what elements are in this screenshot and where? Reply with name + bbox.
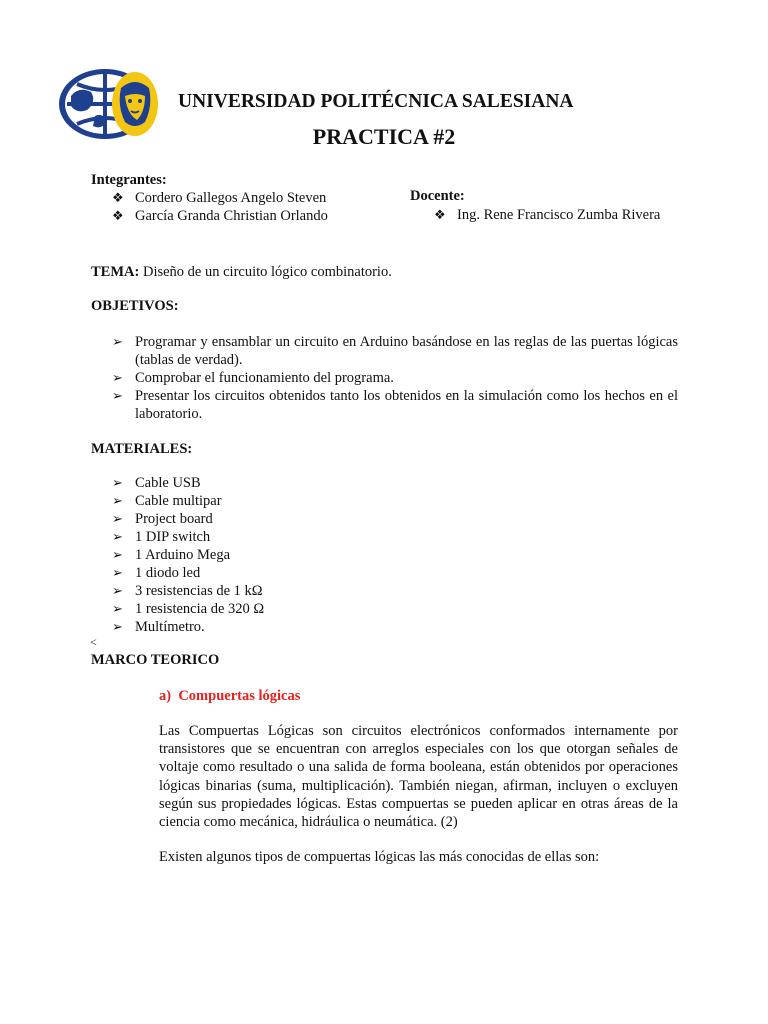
diamond-bullet-icon: ❖ xyxy=(112,208,124,223)
docente-list xyxy=(434,206,660,224)
list-item: ➢ Presentar los circuitos obtenidos tanto los obtenidos en la simulación como los hechos en el laboratorio. xyxy=(112,388,678,422)
tipos-paragraph: Existen algunos tipos de compuertas lógicas las más conocidas de ellas son: xyxy=(159,849,600,865)
arrow-bullet-icon: ➢ xyxy=(112,601,123,616)
integrantes-label: Integrantes: xyxy=(91,172,167,188)
tema-line xyxy=(91,263,392,281)
list-item: ➢ Comprobar el funcionamiento del programa. xyxy=(112,370,394,386)
arrow-bullet-icon: ➢ xyxy=(112,388,123,403)
materiales-list xyxy=(112,474,264,636)
list-item: ➢ 1 Arduino Mega xyxy=(112,547,231,563)
tema-label: TEMA: xyxy=(91,264,140,280)
list-item: ➢ 1 diodo led xyxy=(112,565,201,581)
list-item: ➢ 1 resistencia de 320 Ω xyxy=(112,601,265,617)
list-item: ❖ Cordero Gallegos Angelo Steven xyxy=(112,190,327,206)
compuertas-subheading: a) Compuertas lógicas xyxy=(159,688,301,704)
arrow-bullet-icon: ➢ xyxy=(112,565,123,580)
compuertas-paragraph: Las Compuertas Lógicas son circuitos electrónicos conformados internamente por transistores que se encuentran con arreglos especiales con los que otorgan señales de voltaje como resultado o una salida de forma booleana, están obtenidos por operaciones lógicas binarias (suma, multiplicación). También niegan, afirman, incluyen o excluyen según sus propiedades lógicas. Estas compuertas se pueden aplicar en otras áreas de la ciencia como mecánica, hidráulica o neumática. (2) xyxy=(159,723,678,831)
arrow-bullet-icon: ➢ xyxy=(112,493,123,508)
arrow-bullet-icon: ➢ xyxy=(112,529,123,544)
arrow-bullet-icon: ➢ xyxy=(112,547,123,562)
arrow-bullet-icon: ➢ xyxy=(112,370,123,385)
arrow-bullet-icon: ➢ xyxy=(112,511,123,526)
list-item: ➢ Multímetro. xyxy=(112,619,205,635)
list-item: ❖ Ing. Rene Francisco Zumba Rivera xyxy=(434,207,661,223)
list-item: ➢ 3 resistencias de 1 kΩ xyxy=(112,583,263,599)
practice-title: PRACTICA #2 xyxy=(312,124,456,149)
arrow-bullet-icon: ➢ xyxy=(112,334,123,349)
list-item: ➢ 1 DIP switch xyxy=(112,529,211,545)
diamond-bullet-icon: ❖ xyxy=(112,190,124,205)
materiales-heading: MATERIALES: xyxy=(91,441,193,457)
objetivos-heading: OBJETIVOS: xyxy=(91,298,179,314)
stray-character: < xyxy=(90,635,97,649)
diamond-bullet-icon: ❖ xyxy=(434,207,446,222)
list-item: ➢ Cable multipar xyxy=(112,493,222,509)
arrow-bullet-icon: ➢ xyxy=(112,619,123,634)
university-name: UNIVERSIDAD POLITÉCNICA SALESIANA xyxy=(178,91,574,112)
arrow-bullet-icon: ➢ xyxy=(112,475,123,490)
tema-text: Diseño de un circuito lógico combinatorio. xyxy=(142,264,392,280)
list-item: ➢ Project board xyxy=(112,511,213,527)
integrantes-list xyxy=(112,189,328,225)
docente-label: Docente: xyxy=(410,188,465,204)
marco-teorico-heading: MARCO TEORICO xyxy=(91,652,220,668)
list-item: ❖ García Granda Christian Orlando xyxy=(112,208,328,224)
list-item: ➢ Programar y ensamblar un circuito en Arduino basándose en las reglas de las puertas lógicas (tablas de verdad). xyxy=(112,334,678,368)
arrow-bullet-icon: ➢ xyxy=(112,583,123,598)
objetivos-list xyxy=(112,333,678,423)
list-item: ➢ Cable USB xyxy=(112,475,201,491)
